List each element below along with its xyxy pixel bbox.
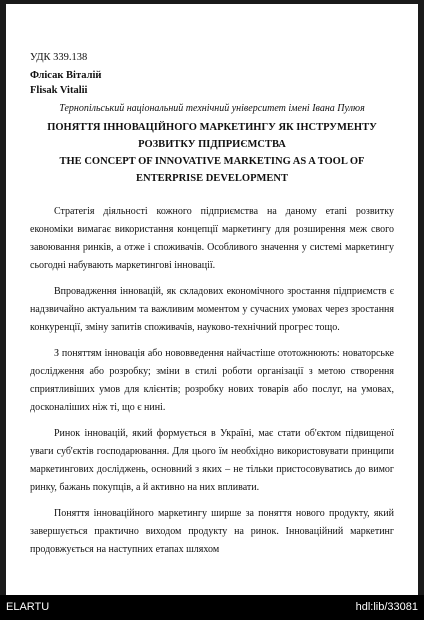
title-ua-line-2: РОЗВИТКУ ПІДПРИЄМСТВА xyxy=(138,139,286,150)
title-en-line-1: THE CONCEPT OF INNOVATIVE MARKETING AS A TOOL OF xyxy=(59,156,365,167)
paragraph: Впровадження інновацій, як складових економічного зростання підприємств є надзвичайно актуальним та важливим моментом у сучасних умовах через зростання конкуренції, зміну запитів споживачів, науково-технічний прогрес тощо. xyxy=(30,286,394,333)
paragraph: Стратегія діяльності кожного підприємства на даному етапі розвитку економіки вимагає використання концепції маркетингу для розширення меж свого завоювання ринків, а отже і споживачів. Особливого значення у системі маркетингу сьогодні набувають маркетингові інновації. xyxy=(30,206,394,271)
repository-name: ELARTU xyxy=(6,601,50,613)
affiliation: Тернопільський національний технічний університет імені Івана Пулюя xyxy=(59,103,365,114)
handle-link[interactable]: hdl:lib/33081 xyxy=(355,601,418,613)
document-page xyxy=(6,4,418,595)
title-en-line-2: ENTERPRISE DEVELOPMENT xyxy=(136,173,288,184)
body-text xyxy=(30,203,394,559)
footer-bar xyxy=(0,595,424,620)
paragraph: Поняття інноваційного маркетингу ширше за поняття нового продукту, який завершується практично виходом продукту на ринок. Інноваційний маркетинг продовжується на наступних етапах шляхом xyxy=(30,508,394,555)
document-content xyxy=(30,50,394,567)
author-name-ua: Флісак Віталій xyxy=(30,70,102,81)
author-name-en: Flisak Vitalii xyxy=(30,85,88,96)
paragraph: З поняттям інновація або нововведення найчастіше ототожнюють: новаторське дослідження або розробку; зміни в стилі роботи організації з метою створення сприятливіших умов для клієнтів; розробку нових товарів або послуг, на умовах, досконаліших ніж ті, що є нині. xyxy=(30,348,394,413)
title-ua-line-1: ПОНЯТТЯ ІННОВАЦІЙНОГО МАРКЕТИНГУ ЯК ІНСТРУМЕНТУ xyxy=(47,122,377,133)
udk-code: УДК 339.138 xyxy=(30,52,88,63)
paragraph: Ринок інновацій, який формується в Україні, має стати об'єктом підвищеної уваги суб'єктів господарювання. Для цього їм необхідно використовувати принципи маркетингових досліджень, основний з яких – не тільки пристосовуватись до вимог ринку, бажань покупців, а й активно на них впливати. xyxy=(30,428,394,493)
